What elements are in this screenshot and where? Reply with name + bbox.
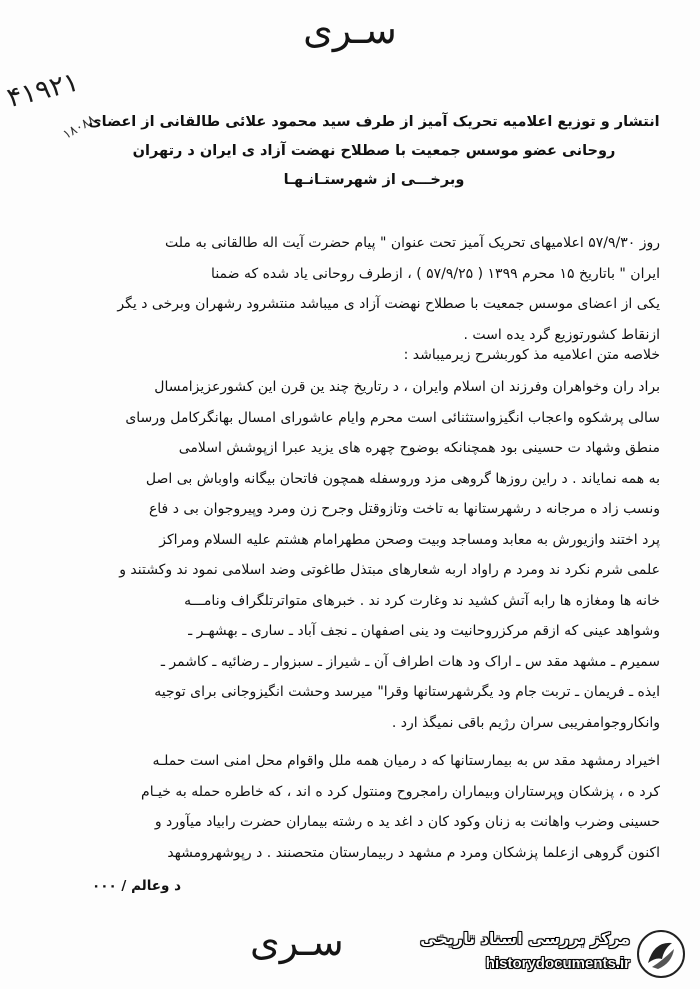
text-line: سمیرم ـ مشهد مقد س ـ اراک ود هات اطراف آن ـ شیراز ـ سبزوار ـ رضائیه ـ کاشمر ـ	[160, 653, 660, 670]
watermark	[420, 925, 690, 983]
handwritten-annotation: ۱۸۰۸۸	[60, 112, 99, 143]
text-line: کرد ه ، پزشکان وپرستاران وبیماران رامجروح ومنتول کرد ه اند ، که خاطره حمله به خیـام	[141, 783, 660, 800]
text-line: سالی پرشکوه واعجاب انگیزواستثنائی است محرم وایام عاشورای امسال بهانگرکامل ورسای	[125, 409, 660, 426]
title-line: روحانی عضو موسس جمعیت با صطلاح نهضت آزاد ی ایران د رتهران	[132, 143, 616, 159]
text-line: خلاصه متن اعلامیه مذ کوربشرح زیرمیباشد :	[403, 347, 660, 363]
text-line: ونسب زاد ه مرجانه د رشهرستانها به تاخت وتازوقتل وجرح زن ومرد وپیروجوان بی د فاع	[148, 501, 660, 517]
text-line: اکنون گروهی ازعلما پزشکان ومرد م مشهد د ربیمارستان متحصنند . د رپوشهرومشهد	[167, 844, 660, 861]
text-line: ایران " باتاریخ ۱۵ محرم ۱۳۹۹ ( ۵۷/۹/۲۵ ) ، ازطرف روحانی یاد شده که ضمنا	[211, 265, 660, 282]
document-title	[84, 108, 664, 195]
watermark-title: مرکز بررسی اسناد تاریخی	[420, 929, 630, 948]
archive-logo-icon	[636, 929, 686, 979]
title-line: وبرخـــی از شهرستـانـهـا	[283, 172, 465, 188]
classification-stamp-top: سـری	[303, 8, 397, 52]
text-line: پرد اختند وازیورش به معابد ومساجد وبیت وصحن مطهرامام هشتم علیه السلام ومراکز	[159, 531, 660, 548]
text-line: اخیراد رمشهد مقد س به بیمارستانها که د رمیان همه ملل واقوام محل امنی است حملـه	[152, 753, 660, 769]
text-line: ایذه ـ فریمان ـ تربت جام ود یگرشهرستانها وقرا" میرسد وحشت انگیزوجانی برای توجیه	[154, 684, 660, 700]
classification-stamp-bottom: سـری	[250, 920, 344, 964]
text-line: علمی شرم نکرد ند ومرد م راواد اربه شعارهای مبتذل طاغوتی وضد اسلامی نمود ند وکشتند و	[119, 562, 660, 578]
text-line: روز ۵۷/۹/۳۰ اعلامیهای تحریک آمیز تحت عنوان " پیام حضرت آیت اله طالقانی به ملت	[165, 235, 660, 251]
watermark-url: historydocuments.ir	[485, 955, 630, 972]
title-line: انتشار و توزیع اعلامیه تحریک آمیز از طرف سید محمود علائی طالقانی از اعضای	[88, 114, 660, 130]
handwritten-file-number: ۴۱۹۲۱	[4, 66, 82, 115]
text-line: ازنقاط کشورتوزیع گرد یده است .	[463, 326, 660, 343]
text-line: حسینی وضرب واهانت به زنان وکود کان د اغد ید ه رشته بیماران حضرت رابیاد میآورد و	[154, 814, 660, 830]
text-line: وانکاروجوامفریبی سران رژیم باقی نمیگذ ارد .	[391, 714, 660, 731]
text-line: وشواهد عینی که ازقم مرکزروحانیت ود ینی اصفهان ـ نجف آباد ـ ساری ـ بهشهـر ـ	[188, 623, 660, 639]
closing-line: د وعالم / ۰۰۰	[92, 878, 182, 894]
text-line: یکی از اعضای موسس جمعیت با صطلاح نهضت آزاد ی میباشد منتشرود رشهران وبرخی د یگر	[117, 296, 660, 312]
text-line: براد ران وخواهران وفرزند ان اسلام وایران ، د رتاریخ چند ین قرن این کشورعزیزامسال	[154, 379, 660, 395]
paragraph-summary	[50, 372, 660, 738]
text-line: به همه نمایاند . د راین روزها گروهی مزد وروسفله همچون فاتحان بیگانه واوباش بی اصل	[145, 470, 660, 487]
text-line: منطق وشهاد ت حسینی بود همچنانکه بوضوح چهره های یزید عبرا ازپوشش اسلامی	[178, 440, 660, 456]
paragraph-intro	[50, 228, 660, 350]
text-line: خانه ها ومغازه ها رابه آتش کشید ند وغارت کرد ند . خبرهای متواترتلگراف ونامـــه	[184, 592, 660, 609]
summary-heading	[50, 340, 660, 371]
paragraph-mashhad	[50, 746, 660, 868]
